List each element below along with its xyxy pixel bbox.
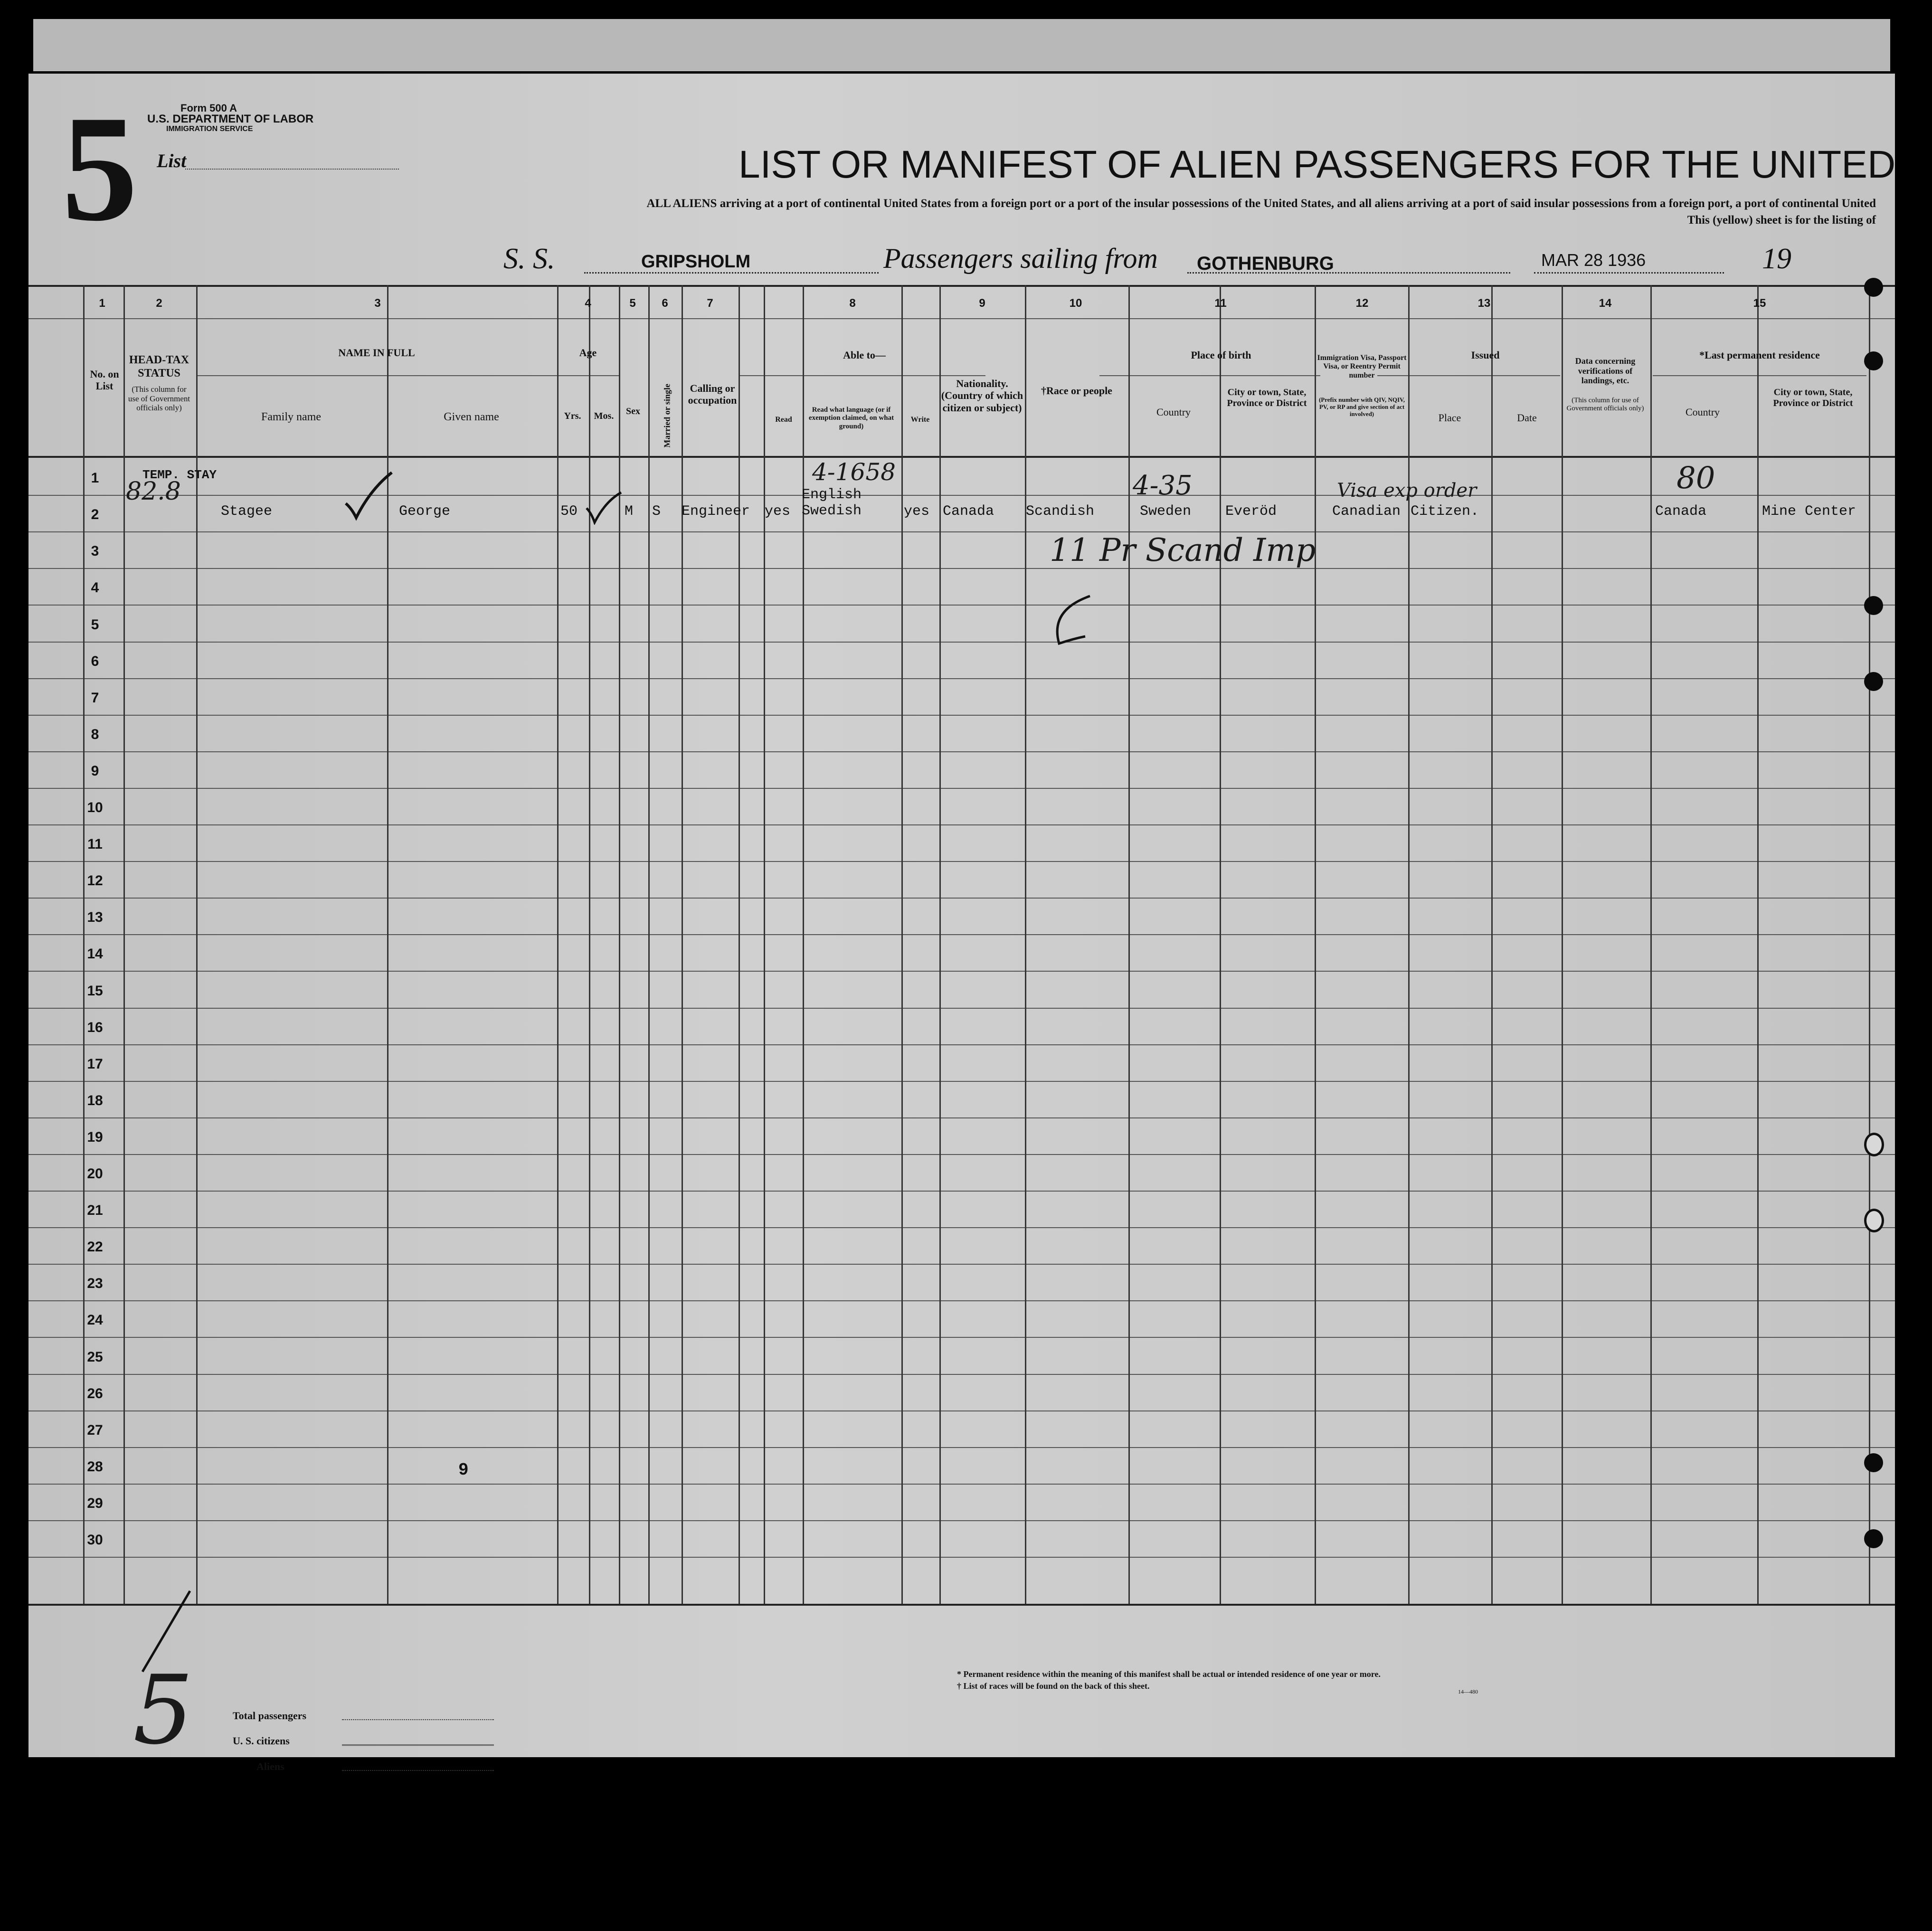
- column-rule: [648, 285, 650, 1605]
- col-last-residence: *Last permanent residence: [1699, 349, 1820, 361]
- row-rule: [28, 1520, 1895, 1521]
- column-number: 4: [585, 297, 591, 310]
- column-number: 8: [849, 297, 856, 310]
- column-number: 11: [1214, 297, 1227, 310]
- column-rule: [764, 285, 765, 1605]
- aliens-label: Aliens: [256, 1761, 284, 1772]
- row-number: 27: [87, 1422, 103, 1438]
- col-married: Married or single: [662, 384, 672, 448]
- binder-hole: [1864, 1453, 1883, 1472]
- row-number: 14: [87, 946, 103, 962]
- row-rule: [28, 1227, 1895, 1228]
- row-number: 18: [87, 1092, 103, 1108]
- row-number: 2: [91, 507, 99, 523]
- row-rule: [28, 1044, 1895, 1045]
- binder-hole: [1864, 278, 1883, 297]
- residence-annotation: 80: [1676, 461, 1715, 496]
- column-rule: [557, 285, 559, 1605]
- col-read-what: Read what language (or if exemption claimed, on what ground): [808, 406, 894, 430]
- print-code: 14—480: [1458, 1688, 1478, 1695]
- row-rule: [28, 1008, 1895, 1009]
- passenger-birth-city: Everöd: [1225, 503, 1277, 520]
- col-age: Age: [579, 347, 597, 359]
- subheader-rule-1: [739, 375, 985, 376]
- list-label: List: [157, 150, 187, 171]
- col-name-in-full: NAME IN FULL: [338, 347, 415, 359]
- column-rule: [682, 285, 683, 1605]
- read-annotation: 4-1658: [812, 458, 896, 486]
- column-number: 10: [1069, 297, 1082, 310]
- subtitle-line-1: ALL ALIENS arriving at a port of continental United States from a foreign port or a port of the insular possessions of the United States, and all aliens arriving at a port of said insular possessions from a foreign port, a port of continental United: [646, 197, 1876, 210]
- col-issued: Issued: [1471, 349, 1500, 361]
- col-place-of-birth: Place of birth: [1191, 349, 1251, 361]
- table-bottom-rule: [28, 1604, 1895, 1606]
- ship-name-line: [584, 272, 879, 274]
- service-label: IMMIGRATION SERVICE: [166, 125, 253, 133]
- column-number: 12: [1355, 297, 1369, 310]
- passenger-residence-country: Canada: [1655, 503, 1707, 520]
- date-stamp: MAR 28 1936: [1541, 250, 1646, 270]
- row-rule: [28, 605, 1895, 606]
- passenger-nationality: Canada: [943, 503, 994, 520]
- passenger-family-name: Stagee: [221, 503, 273, 520]
- row-number: 30: [87, 1532, 103, 1548]
- row-rule: [28, 1447, 1895, 1448]
- column-rule: [196, 285, 198, 1605]
- passenger-sex: M: [625, 503, 634, 520]
- col-birth-city: City or town, State, Province or District: [1227, 387, 1307, 408]
- col-residence-city: City or town, State, Province or District: [1773, 387, 1853, 408]
- col-issued-place: Place: [1438, 412, 1461, 424]
- row-number: 23: [87, 1276, 103, 1292]
- departure-port: GOTHENBURG: [1197, 253, 1334, 274]
- passenger-given-name: George: [399, 503, 451, 520]
- visa-annotation: Visa exp order: [1337, 480, 1477, 502]
- col-head-tax: HEAD-TAX STATUS: [129, 354, 189, 379]
- bottom-annotation: 5: [133, 1655, 194, 1766]
- row-number: 5: [91, 616, 99, 633]
- us-citizens-line: [342, 1744, 494, 1746]
- binder-hole: [1864, 672, 1883, 691]
- list-number: 5: [62, 85, 138, 253]
- passenger-write: yes: [904, 503, 930, 520]
- row-rule: [28, 1410, 1895, 1411]
- column-number-rule: [28, 318, 1895, 319]
- row-number: 6: [91, 653, 99, 669]
- header-top-rule: [28, 285, 1895, 287]
- checkmark-family-name: [342, 470, 394, 522]
- list-line: [185, 169, 399, 170]
- column-number: 9: [979, 297, 985, 310]
- row-number: 12: [87, 873, 103, 889]
- passenger-languages: English Swedish: [802, 487, 862, 519]
- column-rule: [939, 285, 941, 1605]
- col-sex: Sex: [626, 406, 640, 416]
- row-number: 28: [87, 1458, 103, 1475]
- row-number: 10: [87, 800, 103, 815]
- col-read: Read: [775, 416, 792, 424]
- row-rule: [28, 824, 1895, 825]
- binder-ring: [1864, 1133, 1884, 1156]
- col-family-name: Family name: [261, 411, 321, 423]
- manifest-sheet: [28, 74, 1896, 1772]
- col-no-on-list: No. on List: [90, 368, 119, 392]
- row-number: 9: [91, 763, 99, 779]
- col-calling: Calling or occupation: [688, 382, 737, 407]
- passenger-issued-place: Citizen.: [1411, 503, 1479, 520]
- row-number: 21: [87, 1202, 103, 1219]
- row-number: 11: [87, 836, 103, 852]
- column-rule: [1650, 285, 1652, 1605]
- row-number: 3: [91, 543, 99, 559]
- binder-hole: [1864, 351, 1883, 370]
- passenger-read: yes: [765, 503, 791, 520]
- row-number: 26: [87, 1385, 103, 1401]
- footnote-races: † List of races will be found on the back of this sheet.: [957, 1681, 1150, 1691]
- passenger-head-tax: TEMP. STAY: [142, 468, 217, 482]
- column-rule: [1757, 285, 1759, 1605]
- row-rule: [28, 1117, 1895, 1118]
- aliens-line: [342, 1770, 494, 1771]
- column-number: 2: [156, 297, 162, 310]
- column-rule: [803, 285, 804, 1605]
- passenger-occupation: Engineer: [682, 503, 750, 520]
- us-citizens-label: U. S. citizens: [233, 1735, 290, 1747]
- row-rule: [28, 1154, 1895, 1155]
- col-age-yrs: Yrs.: [564, 411, 581, 421]
- row-rule: [28, 568, 1895, 569]
- department-label: U.S. DEPARTMENT OF LABOR: [147, 113, 314, 125]
- passenger-birth-country: Sweden: [1140, 503, 1192, 520]
- binder-ring: [1864, 1209, 1884, 1232]
- passenger-race: Scandish: [1026, 503, 1095, 520]
- column-rule: [619, 285, 620, 1605]
- checkmark-age: [584, 492, 622, 525]
- col-head-tax-note: (This column for use of Government officials only): [128, 385, 190, 413]
- row-rule: [28, 678, 1895, 679]
- passenger-age: 50: [560, 503, 578, 520]
- column-rule: [1869, 285, 1870, 1605]
- row-rule: [28, 1374, 1895, 1375]
- birth-annotation: 4-35: [1133, 470, 1193, 501]
- passenger-residence-city: Mine Center: [1762, 503, 1856, 520]
- col-visa-note: (Prefix number with QIV, NQIV, PV, or RP and give section of act involved): [1318, 396, 1405, 417]
- bottom-stroke: [138, 1589, 195, 1674]
- col-age-mos: Mos.: [594, 411, 614, 421]
- column-number: 7: [707, 297, 713, 310]
- subheader-rule-5: [196, 375, 557, 376]
- row-rule: [28, 642, 1895, 643]
- row-number: 1: [91, 470, 99, 486]
- column-number: 13: [1477, 297, 1491, 310]
- ss-label: S. S.: [503, 243, 555, 275]
- row-rule: [28, 788, 1895, 789]
- row-rule: [28, 751, 1895, 752]
- race-annotation: 11 Pr Scand Imp: [1050, 532, 1316, 568]
- col-verifications-note: (This column for use of Government officials only): [1566, 397, 1644, 413]
- col-write: Write: [910, 416, 930, 424]
- row-rule: [28, 495, 1895, 496]
- page-title: LIST OR MANIFEST OF ALIEN PASSENGERS FOR THE UNITED: [739, 143, 1896, 186]
- subtitle-line-2: This (yellow) sheet is for the listing of: [1687, 214, 1876, 227]
- row-rule: [28, 861, 1895, 862]
- row-number: 29: [87, 1495, 103, 1511]
- column-number: 15: [1753, 297, 1766, 310]
- column-rule: [739, 285, 740, 1605]
- col-residence-country: Country: [1685, 406, 1720, 418]
- column-rule: [1315, 285, 1316, 1605]
- passenger-marital: S: [652, 503, 661, 520]
- row-number: 16: [87, 1019, 103, 1035]
- column-rule: [1025, 285, 1026, 1605]
- row-number: 17: [87, 1056, 103, 1072]
- passenger-visa: Canadian: [1332, 503, 1401, 520]
- stray-number: 9: [458, 1460, 469, 1480]
- subheader-rule-2: [1099, 375, 1320, 376]
- subheader-rule-4: [1653, 375, 1866, 376]
- column-rule: [83, 285, 85, 1605]
- row-rule: [28, 1484, 1895, 1485]
- column-number: 14: [1599, 297, 1612, 310]
- column-number: 5: [629, 297, 636, 310]
- binder-hole: [1864, 596, 1883, 615]
- subheader-rule-6: [557, 375, 619, 376]
- row-rule: [28, 1300, 1895, 1301]
- top-margin-strip: [33, 19, 1890, 71]
- column-rule: [1220, 285, 1221, 1605]
- row-number: 4: [91, 580, 99, 596]
- column-rule: [1562, 285, 1563, 1605]
- column-number: 1: [99, 297, 105, 310]
- row-number: 7: [91, 690, 99, 706]
- header-bottom-rule: [28, 456, 1895, 458]
- row-rule: [28, 1557, 1895, 1558]
- row-number: 25: [87, 1349, 103, 1365]
- race-swoosh: [1045, 591, 1092, 648]
- row-number: 22: [87, 1239, 103, 1255]
- col-nationality: Nationality. (Country of which citizen or subject): [941, 378, 1023, 414]
- total-passengers-label: Total passengers: [233, 1710, 307, 1722]
- head-tax-annotation: 82.8: [126, 477, 181, 506]
- row-rule: [28, 1191, 1895, 1192]
- binder-hole: [1864, 1529, 1883, 1548]
- row-rule: [28, 898, 1895, 899]
- column-rule: [123, 285, 125, 1605]
- row-rule: [28, 971, 1895, 972]
- col-given-name: Given name: [444, 411, 499, 423]
- ship-name: GRIPSHOLM: [641, 252, 751, 272]
- row-number: 13: [87, 909, 103, 926]
- column-rule: [901, 285, 903, 1605]
- row-number: 24: [87, 1312, 103, 1328]
- col-race: †Race or people: [1041, 385, 1112, 397]
- column-rule: [589, 285, 590, 1605]
- row-rule: [28, 715, 1895, 716]
- total-passengers-line: [342, 1719, 494, 1720]
- column-number: 6: [662, 297, 668, 310]
- row-number: 15: [87, 983, 103, 999]
- date-line: [1534, 272, 1724, 274]
- col-able-to: Able to—: [843, 349, 886, 361]
- col-issued-date: Date: [1517, 412, 1537, 424]
- col-verifications: Data concerning verifications of landings, etc.: [1575, 356, 1636, 386]
- year-label: 19: [1762, 243, 1791, 275]
- form-number: Form 500 A: [180, 102, 237, 114]
- sailing-label: Passengers sailing from: [883, 243, 1158, 274]
- col-birth-country: Country: [1156, 406, 1191, 418]
- column-number: 3: [374, 297, 381, 310]
- row-rule: [28, 1081, 1895, 1082]
- row-rule: [28, 531, 1895, 532]
- row-number: 19: [87, 1129, 103, 1145]
- row-number: 8: [91, 726, 99, 742]
- row-rule: [28, 934, 1895, 935]
- column-rule: [1491, 285, 1493, 1605]
- column-rule: [1128, 285, 1130, 1605]
- row-number: 20: [87, 1166, 103, 1182]
- row-rule: [28, 1264, 1895, 1265]
- row-rule: [28, 1337, 1895, 1338]
- col-visa: Immigration Visa, Passport Visa, or Reentry Permit number: [1317, 354, 1407, 379]
- footnote-residence: * Permanent residence within the meaning of this manifest shall be actual or intended residence of one year or more.: [957, 1669, 1381, 1679]
